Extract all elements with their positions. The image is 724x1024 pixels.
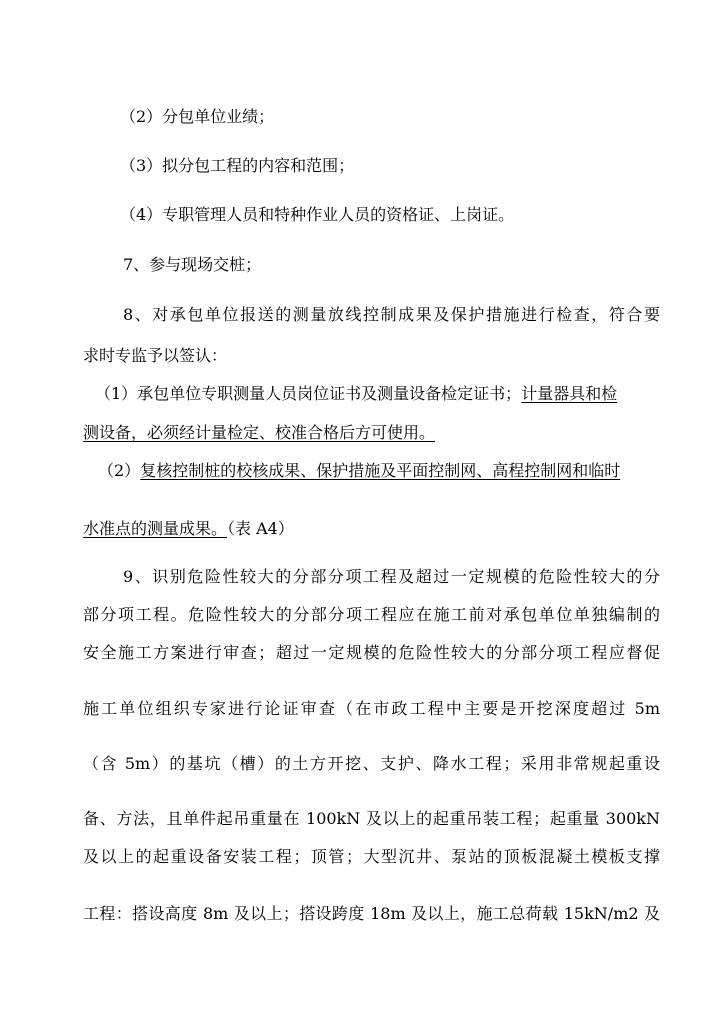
text-line: 备、方法，且单件起吊重量在 100kN 及以上的起重吊装工程；起重量 300kN xyxy=(83,809,660,828)
text-line: 7、参与现场交桩； xyxy=(123,255,262,274)
text-segment: （表 A4） xyxy=(227,519,294,538)
underlined-text: 水准点的测量成果。 xyxy=(83,519,228,538)
text-line: 部分项工程。危险性较大的分部分项工程应在施工前对承包单位单独编制的 xyxy=(83,605,660,624)
text-line xyxy=(98,460,620,482)
text-line: 8、对承包单位报送的测量放线控制成果及保护措施进行检查，符合要 xyxy=(123,305,660,324)
text-line: （2）分包单位业绩； xyxy=(120,107,275,126)
text-line: 求时专监予以签认： xyxy=(83,346,228,365)
text-segment: （2） xyxy=(98,461,141,480)
underlined-text: 复核控制桩的校核成果、保护措施及平面控制网、高程控制网和临时 xyxy=(140,461,621,480)
text-line xyxy=(83,518,294,540)
text-line: 施工单位组织专家进行论证审查（在市政工程中主要是开挖深度超过 5m xyxy=(83,699,660,718)
text-segment: （1）承包单位专职测量人员岗位证书及测量设备检定证书； xyxy=(95,384,522,403)
text-line: 工程：搭设高度 8m 及以上；搭设跨度 18m 及以上，施工总荷载 15kN/m2 及 xyxy=(83,904,660,923)
text-line: 安全施工方案进行审查；超过一定规模的危险性较大的分部分项工程应督促 xyxy=(83,643,660,662)
text-line: 9、识别危险性较大的分部分项工程及超过一定规模的危险性较大的分 xyxy=(123,567,660,586)
text-line xyxy=(95,383,617,405)
underlined-text: 计量器具和检 xyxy=(521,384,618,403)
underlined-text-line: 测设备，必须经计量检定、校准合格后方可使用。 xyxy=(83,423,436,442)
text-line: （含 5m）的基坑（槽）的土方开挖、支护、降水工程；采用非常规起重设 xyxy=(83,754,660,773)
text-line: （3）拟分包工程的内容和范围； xyxy=(120,156,355,175)
text-line: 及以上的起重设备安装工程；顶管；大型沉井、泵站的顶板混凝土模板支撑 xyxy=(83,847,660,866)
text-line: （4）专职管理人员和特种作业人员的资格证、上岗证。 xyxy=(120,205,515,224)
